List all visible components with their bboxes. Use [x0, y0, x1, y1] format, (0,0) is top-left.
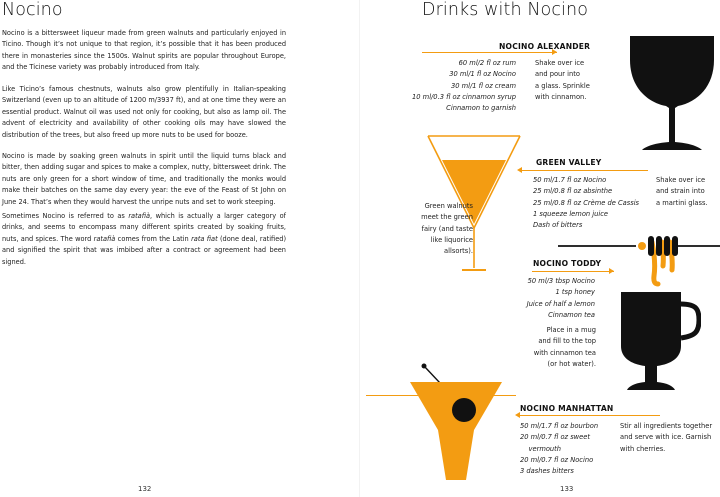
recipe-name-green-valley: GREEN VALLEY: [536, 158, 602, 167]
italic-term: ratafià: [128, 212, 151, 220]
text-run: Like Ticino’s famous chestnuts, walnuts also grow plentifully in Italian-speaking Switzerland (even up to an altitude of 1200 m/3937 ft), and at one time they were an essential product. Walnut oil was used not only for cooking, but also as lamp oil. The advent of electricity and availability of other cooking oils may have slowed the distribution of the trees, but also freed up more nuts to be used for booze.: [2, 85, 286, 139]
paragraph-3: [2, 151, 286, 208]
italic-term: rata fiat: [191, 234, 218, 243]
ingredient-line: 3 dashes bitters: [520, 467, 574, 476]
paragraph-1: [2, 28, 286, 74]
ingredient-line: 50 ml/1.7 fl oz Nocino: [533, 176, 607, 184]
right-page: [360, 0, 720, 497]
note-green-valley: [385, 201, 473, 257]
page-title: Nocino: [2, 0, 63, 20]
method-nocino-toddy: [530, 325, 596, 370]
text-line: a martini glass.: [656, 198, 708, 207]
paragraph-4: [2, 211, 286, 268]
ingredient-line: Cinnamon to garnish: [446, 104, 516, 113]
text-line: Shake over ice: [535, 59, 585, 67]
ingredient-line: 1 tsp honey: [555, 288, 595, 297]
recipe-name-nocino-alexander: NOCINO ALEXANDER: [499, 42, 591, 51]
text-line: allsorts).: [444, 247, 473, 256]
text-line: and fill to the top: [538, 337, 596, 346]
text-line: with cherries.: [620, 444, 666, 453]
ingredient-line: 60 ml/2 fl oz rum: [458, 59, 516, 67]
arrow-right-icon: [609, 268, 614, 274]
ingredient-line: Cinnamon tea: [548, 310, 595, 319]
text-run: Nocino is a bittersweet liqueur made from green walnuts and particularly enjoyed in Ticino. Though it’s not unique to that region, it’s possible that it has been produced there in monasteries since the 1500s. Walnut spirits are popular throughout Europe, and the Ticinese variety was probably introduced from Italy.: [2, 29, 286, 72]
cherry-glass-icon: [408, 360, 504, 496]
ingredient-line: Dash of bitters: [533, 221, 583, 230]
ingredient-line: 50 ml/1.7 fl oz bourbon: [520, 422, 599, 430]
page-title: Drinks with Nocino: [422, 0, 589, 20]
paragraph-2: [2, 84, 286, 141]
ingredient-line: 50 ml/3 tbsp Nocino: [527, 277, 595, 285]
recipe-name-nocino-manhattan: NOCINO MANHATTAN: [520, 404, 614, 413]
text-line: meet the green: [421, 213, 473, 222]
ingredient-line: 30 ml/1 fl oz cream: [451, 81, 516, 90]
ingredient-line: vermouth: [520, 444, 562, 453]
italic-term: ratafià: [93, 234, 116, 243]
text-line: (or hot water).: [547, 359, 596, 368]
ingredient-line: 30 ml/1 fl oz Nocino: [449, 70, 516, 79]
ingredient-line: 10 ml/0.3 fl oz cinnamon syrup: [412, 92, 516, 101]
accent-rule: [366, 395, 516, 396]
method-nocino-alexander: [535, 58, 590, 103]
accent-rule: [422, 52, 557, 53]
ingredient-line: 1 squeeze lemon juice: [533, 209, 609, 218]
text-line: with cinnamon.: [535, 92, 587, 101]
ingredient-line: Juice of half a lemon: [526, 299, 595, 308]
accent-rule: [532, 271, 614, 272]
ingredient-list-nocino-alexander: [412, 58, 516, 114]
ingredient-line: 25 ml/0.8 fl oz absinthe: [533, 187, 613, 196]
method-nocino-manhattan: [620, 421, 712, 455]
coupe-glass-icon: [626, 30, 720, 154]
ingredient-line: 20 ml/0.7 fl oz sweet: [520, 433, 590, 442]
method-green-valley: [656, 175, 708, 209]
text-run: Nocino is made by soaking green walnuts in spirit until the liquid turns black and bitter, then adding sugar and spices to make a complex, nutty, bittersweet drink. The nuts are only green for a short window of time, and traditionally the monks would make their batches on the same day every year: the eve of the Feast of St John on June 24. That’s when they would harvest the unripe nuts and set to work steeping.: [2, 152, 286, 206]
text-line: like liquorice: [430, 235, 473, 244]
text-line: a glass. Sprinkle: [535, 81, 590, 90]
ingredient-line: 25 ml/0.8 fl oz Crème de Cassis: [533, 198, 640, 207]
ingredient-list-nocino-toddy: [527, 276, 595, 321]
text-run: , which is actually a larger category of drinks, and seems to encompass many different spirits created by soaking fruits, nuts, and spices. The word: [2, 212, 286, 243]
text-line: fairy (and taste: [421, 224, 473, 233]
page-number: 133: [560, 485, 574, 493]
arrow-left-icon: [517, 167, 522, 173]
text-line: with cinnamon tea: [533, 348, 596, 357]
text-line: and serve with ice. Garnish: [620, 433, 712, 442]
text-line: Shake over ice: [656, 176, 706, 184]
ingredient-line: 20 ml/0.7 fl oz Nocino: [520, 455, 594, 464]
text-run: comes from the Latin: [115, 234, 192, 243]
page-number: 132: [138, 485, 152, 493]
text-line: Place in a mug: [546, 326, 596, 334]
text-run: Sometimes Nocino is referred to as: [2, 212, 129, 220]
toddy-mug-icon: [617, 286, 701, 394]
accent-rule: [522, 170, 648, 171]
text-line: Green walnuts: [424, 202, 473, 210]
text-run: (done deal, ratified) and signified the spirit that was imbibed after a contract or agreement had been signed.: [2, 234, 287, 266]
ingredient-list-nocino-manhattan: [520, 421, 598, 477]
accent-rule: [520, 415, 660, 416]
text-line: and strain into: [656, 187, 705, 196]
recipe-name-nocino-toddy: NOCINO TODDY: [533, 259, 602, 268]
text-line: Stir all ingredients together: [620, 422, 713, 430]
arrow-left-icon: [515, 412, 520, 418]
ingredient-list-green-valley: [533, 175, 639, 231]
text-line: and pour into: [535, 70, 580, 79]
